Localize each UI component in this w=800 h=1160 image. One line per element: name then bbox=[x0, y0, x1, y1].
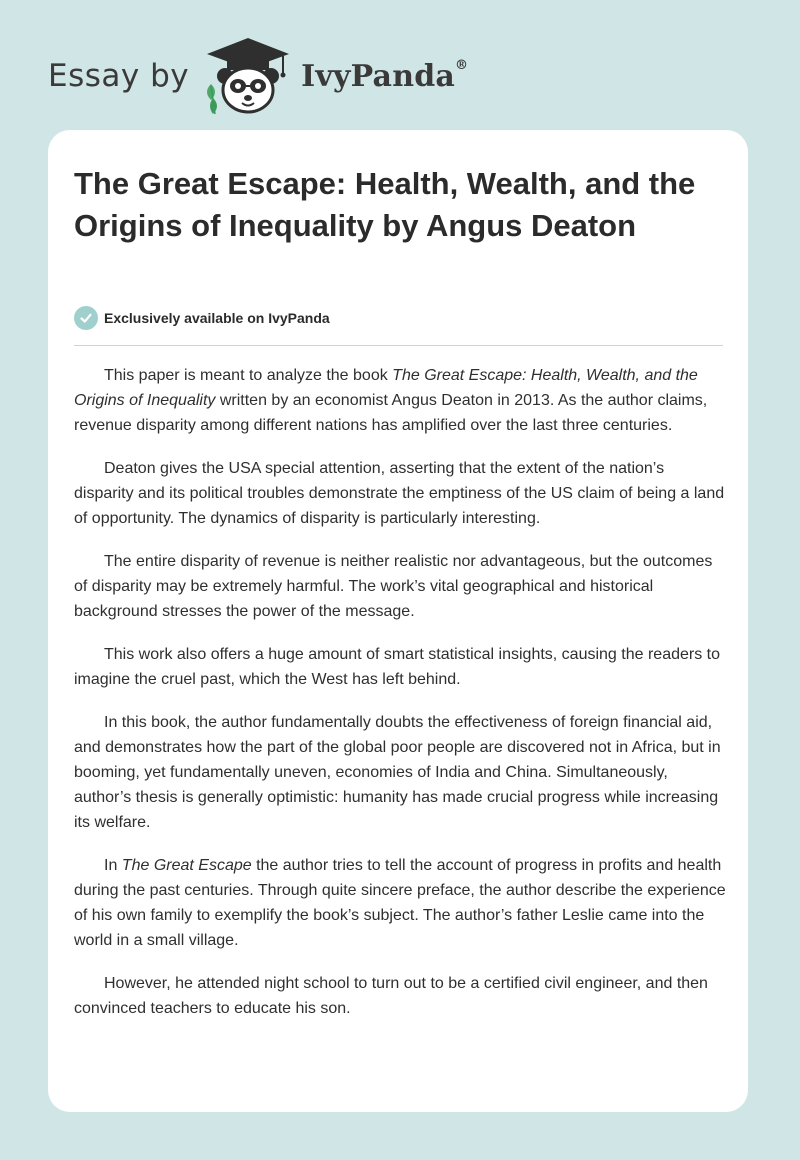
paragraph bbox=[74, 853, 726, 953]
registered-mark: ® bbox=[455, 57, 469, 73]
paragraph bbox=[74, 363, 726, 438]
site-header bbox=[48, 36, 468, 116]
paragraph: This work also offers a huge amount of smart statistical insights, causing the readers to imagine the cruel past, which the West has left behind. bbox=[74, 646, 720, 688]
paragraph: The entire disparity of revenue is neither realistic nor advantageous, but the outcomes of disparity may be extremely harmful. The work’s vital geographical and historical background stresses the power of the message. bbox=[74, 553, 713, 620]
brand-text: IvyPanda bbox=[301, 58, 456, 94]
paragraph-text: In bbox=[104, 857, 122, 874]
essay-title: The Great Escape: Health, Wealth, and the Origins of Inequality by Angus Deaton bbox=[74, 166, 696, 243]
divider bbox=[74, 345, 723, 346]
essay-body bbox=[74, 363, 726, 1039]
paragraph-text: the author tries to tell the account of progress in profits and health during the past centuries. Through quite sincere preface, the author describe the experience of his own family to exemplify the book’s subject. The author’s father Leslie came into the world in a small village. bbox=[74, 857, 726, 949]
paragraph-text: This paper is meant to analyze the book bbox=[104, 367, 393, 384]
panda-logo-icon[interactable] bbox=[201, 36, 295, 116]
book-title-italic: The Great Escape: Health, Wealth, and the Origins of Inequality bbox=[74, 367, 698, 409]
book-title-italic: The Great Escape bbox=[121, 857, 252, 874]
essay-by-label: Essay by bbox=[48, 58, 190, 94]
paragraph: In this book, the author fundamentally doubts the effectiveness of foreign financial aid, and demonstrates how the part of the global poor people are discovered not in Africa, but in booming, yet fundamentally uneven, economies of India and China. Simultaneously, author’s thesis is generally optimistic: humanity has made crucial progress while increasing its welfare. bbox=[74, 714, 721, 831]
paragraph: However, he attended night school to turn out to be a certified civil engineer, and then convinced teachers to educate his son. bbox=[74, 975, 708, 1017]
exclusive-badge bbox=[74, 306, 330, 330]
essay-card bbox=[48, 130, 748, 1112]
check-icon bbox=[74, 306, 98, 330]
brand-name[interactable] bbox=[301, 59, 468, 94]
paragraph: Deaton gives the USA special attention, asserting that the extent of the nation’s disparity and its political troubles demonstrate the emptiness of the US claim of being a land of opportunity. The dynamics of disparity is particularly interesting. bbox=[74, 460, 725, 527]
paragraph-text: written by an economist Angus Deaton in 2013. As the author claims, revenue disparity among different nations has amplified over the last three centuries. bbox=[74, 392, 708, 434]
exclusive-badge-text: Exclusively available on IvyPanda bbox=[104, 310, 330, 326]
